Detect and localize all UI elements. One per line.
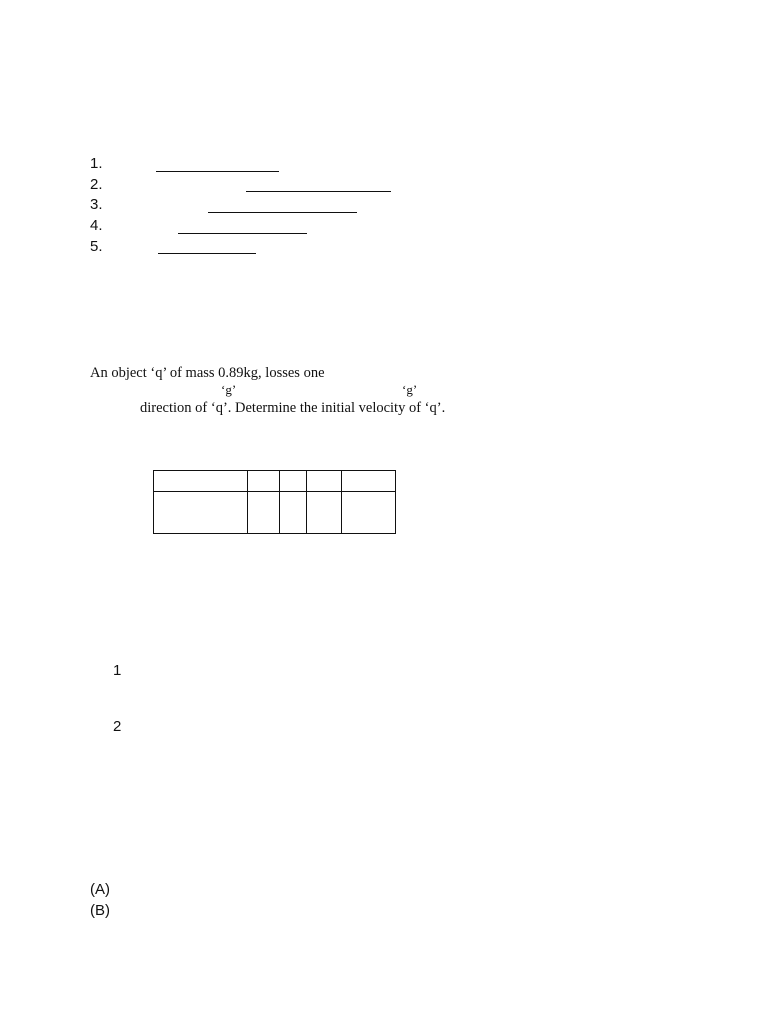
list-number-3: 3. bbox=[90, 196, 103, 213]
question-line-2: direction of ‘q’. Determine the initial velocity of ‘q’. bbox=[140, 400, 446, 416]
list-number-2: 2. bbox=[90, 176, 103, 193]
table-cell bbox=[154, 492, 248, 534]
table-cell bbox=[307, 471, 342, 492]
table-cell bbox=[342, 471, 396, 492]
table-cell bbox=[280, 492, 307, 534]
table-cell bbox=[342, 492, 396, 534]
option-a-label: (A) bbox=[90, 881, 110, 898]
answer-blank-2 bbox=[246, 191, 391, 192]
answer-blank-4 bbox=[178, 233, 307, 234]
list-number-5: 5. bbox=[90, 238, 103, 255]
table-row bbox=[154, 471, 396, 492]
table-cell bbox=[280, 471, 307, 492]
list-number-4: 4. bbox=[90, 217, 103, 234]
table-row bbox=[154, 492, 396, 534]
step-number-2: 2 bbox=[113, 718, 122, 735]
answer-blank-1 bbox=[156, 171, 279, 172]
table-cell bbox=[154, 471, 248, 492]
table-cell bbox=[307, 492, 342, 534]
answer-blank-3 bbox=[208, 212, 357, 213]
empty-table bbox=[153, 470, 396, 534]
step-number-1: 1 bbox=[113, 662, 122, 679]
g-mark-1: ‘g’ bbox=[221, 382, 237, 397]
g-mark-2: ‘g’ bbox=[402, 382, 418, 397]
option-b-label: (B) bbox=[90, 902, 110, 919]
answer-blank-5 bbox=[158, 253, 256, 254]
list-number-1: 1. bbox=[90, 155, 103, 172]
table-cell bbox=[248, 492, 280, 534]
table-cell bbox=[248, 471, 280, 492]
question-line-1: An object ‘q’ of mass 0.89kg, losses one bbox=[90, 365, 325, 381]
